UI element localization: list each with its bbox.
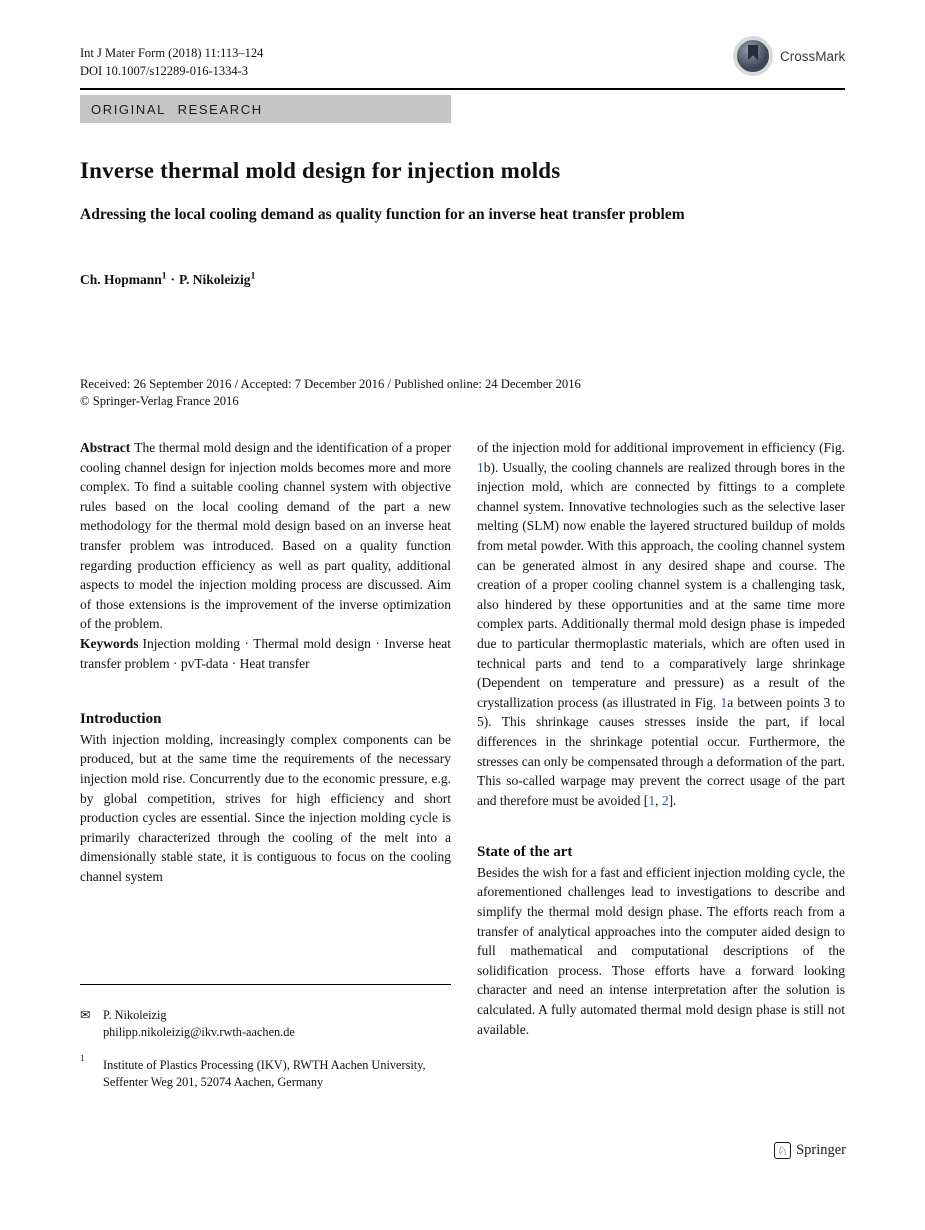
author-line <box>80 272 255 288</box>
doi-line: DOI 10.1007/s12289-016-1334-3 <box>80 64 249 78</box>
continuation-paragraph: of the injection mold for additional improvement in efficiency (Fig. 1b). Usually, the cooling channels are realized through bores in the injection mold, which are connected by fittings to a complete channel system. Innovative technologies such as the selective laser melting (SLM) now enable the layered structured buildup of molds from metal powder. With this approach, the cooling channel system can be generated almost in any desired shape and course. The creation of a proper cooling channel system is a challenging task, also hindered by these opportunities and at the same time more complex parts. Additionally thermal mold design phase is impeded due to particular thermoplastic materials, which are often used in technical parts and tend to a comparatively large shrinkage (Dependent on temperature and pressure) as a result of the crystallization process (as illustrated in Fig. 1a between points 3 to 5). This shrinkage causes stresses inside the part, if local differences in the shrinkage potential occur. Furthermore, the stresses can only be compensated through a deformation of the part. This so-called warpage may prevent the correct usage of the part and therefore must be avoided [1, 2]. <box>477 440 845 808</box>
abstract-paragraph <box>80 438 451 634</box>
publisher-logo <box>774 1142 846 1159</box>
journal-citation: Int J Mater Form (2018) 11:113–124 <box>80 46 264 60</box>
header-rule <box>80 88 845 90</box>
reference-link[interactable]: 2 <box>661 792 669 808</box>
introduction-paragraph: With injection molding, increasingly complex components can be produced, but at the same time the requirements of the necessary injection mold rise. Concurrently due to the economic pressure, e.g. by global competition, strives for high efficiency and short production cycles are essential. Since the injection molding cycle is primarily characterized through the cooling of the melt into a dimensionally stable state, it is contiguous to focus on the cooling channel system <box>80 731 451 884</box>
crossmark-label: CrossMark <box>780 48 846 64</box>
page-title: Inverse thermal mold design for injection molds <box>80 158 561 183</box>
author-affiliation-marker: 1 <box>161 271 167 282</box>
crossmark-badge[interactable] <box>733 36 845 76</box>
correspondence-email[interactable]: philipp.nikoleizig@ikv.rwth-aachen.de <box>103 1024 295 1039</box>
footnote-block <box>80 984 451 1090</box>
reference-link[interactable]: 1 <box>477 459 484 475</box>
footnote-rule <box>80 984 451 985</box>
author-affiliation-marker: 1 <box>250 271 256 282</box>
left-column <box>80 438 451 886</box>
correspondence-name: P. Nikoleizig <box>103 1008 167 1022</box>
reference-link[interactable]: 1 <box>720 694 728 710</box>
copyright-line: © Springer-Verlag France 2016 <box>80 394 239 408</box>
springer-horse-icon: ♘ <box>774 1142 791 1159</box>
keywords-text: Injection molding · Thermal mold design · Inverse heat transfer problem · pvT-data · Heat transfer <box>80 635 451 671</box>
article-subtitle: Adressing the local cooling demand as quality function for an inverse heat transfer problem <box>80 206 685 223</box>
correspondence-block <box>80 1007 451 1040</box>
section-heading-introduction: Introduction <box>80 711 162 728</box>
state-of-the-art-paragraph: Besides the wish for a fast and efficient injection molding cycle, the aforementioned challenges lead to investigations to describe and simplify the thermal mold design phase. The efforts reach from a transfer of analytical approaches into the computer aided design to full mathematical and computational descriptions of the solidification process. Those efforts have a forward looking character and need an intense interpretation after the solution is calculated. A fully automated thermal mold design phase is still not available. <box>477 864 845 1037</box>
keywords-paragraph <box>80 634 451 673</box>
article-category-banner: ORIGINAL RESEARCH <box>80 95 451 123</box>
journal-info <box>80 44 263 80</box>
abstract-text: The thermal mold design and the identification of a proper cooling channel design for injection molds becomes more and more complex. To find a suitable cooling channel system with objective rules based on the local cooling demand of the part a new methodology for the thermal mold design based on an inverse heat transfer problem was introduced. Based on a quality function regarding production efficiency as well as part quality, additional aspects to model the injection molding process are discussed. Aim of those extensions is the improvement of the inverse optimization of the problem. <box>80 440 451 632</box>
section-heading-state-of-the-art: State of the art <box>477 844 573 861</box>
affiliation-text: Institute of Plastics Processing (IKV), RWTH Aachen University, Seffenter Weg 201, 52074 Aachen, Germany <box>103 1058 426 1089</box>
envelope-icon: ✉ <box>80 1008 91 1022</box>
received-accepted-line: Received: 26 September 2016 / Accepted: 7 December 2016 / Published online: 24 December 2016 <box>80 377 581 391</box>
publisher-name: Springer <box>796 1142 846 1158</box>
crossmark-icon <box>733 36 773 76</box>
author-name: P. Nikoleizig <box>179 272 251 287</box>
right-column <box>477 438 845 1039</box>
author-separator: · <box>170 272 176 287</box>
reference-link[interactable]: 1 <box>648 792 656 808</box>
affiliation-block <box>80 1053 451 1090</box>
abstract-label: Abstract <box>80 440 131 455</box>
keywords-label: Keywords <box>80 635 139 651</box>
author-name: Ch. Hopmann <box>80 272 162 287</box>
affiliation-marker: 1 <box>80 1053 85 1063</box>
